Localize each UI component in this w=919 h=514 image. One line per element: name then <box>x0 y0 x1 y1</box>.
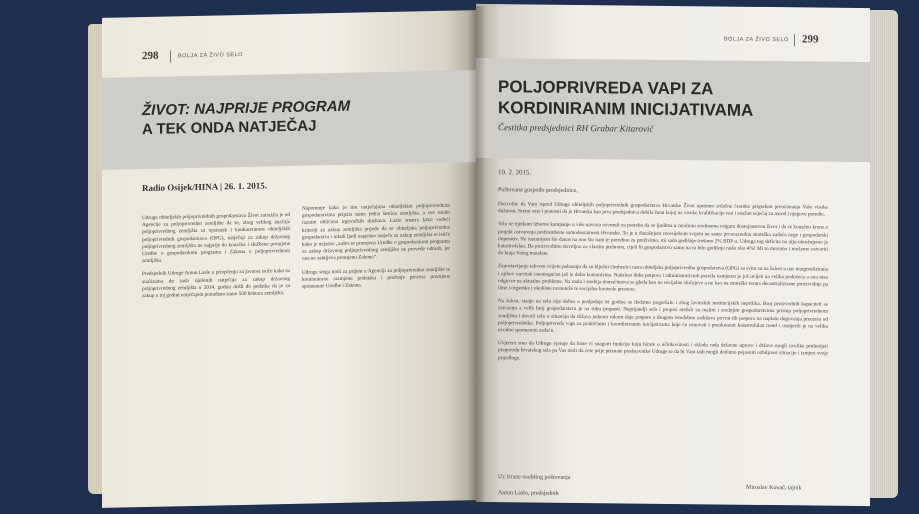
source-line: Radio Osijek/HINA | 26. 1. 2015. <box>142 180 267 194</box>
title-line-2: A TEK ONDA NATJEČAJ <box>142 117 317 139</box>
paragraph: Zapostavljanje takvom svijetu pokazuju da su ključni čimbenici rasta obiteljska poljoprivredna gospodarstva (OPG) sa svim su na žalost u nas marginalizirana i njihov razvitak onemogućen još iz doba komunizma. Nažalost doba potpora i administrativnih pravila usmjeren je još uvijek na velika poduzeća a ona nisu odgovor na aktualne probleme. Na mala i srednja domaćinstva se gleda kao na socijalne slučajeve a ne kao na strateški resurs decentralizirane proizvodnje pa time i organske i okolišne ravnoteže te socijalne kontrole prostora. <box>498 263 828 293</box>
text-column-2 <box>302 203 450 297</box>
signature-secretary: Miroslav Kovač, tajnik <box>746 484 802 492</box>
running-head: BOLJA ZA ŽIVO SELO <box>178 51 243 60</box>
paragraph: Udruga obiteljskih poljoprivrednih gospodarstava Život zatražila je od Agencije za poljoprivredno zemljište da se, zbog velikog značaja poljoprivrednog zemljišta za opstanak i konkurentnost obiteljskih poljoprivrednih gospodarstava (OPG), natječaji za zakup državnog poljoprivrednog zemljišta ne najprije do konačne i službene promjene Uredbe o gospodarskom programu i Zakona o poljoprivrednom zemljištu. <box>142 211 290 265</box>
text-column-1 <box>142 212 290 306</box>
running-head: BOLJA ZA ŽIVO SELO <box>724 36 789 44</box>
title-line-2: KORDINIRANIM INICIJATIVAMA <box>498 98 754 120</box>
right-page <box>476 4 870 506</box>
article-title <box>498 76 858 122</box>
title-line-1: ŽIVOT: NAJPRIJE PROGRAM <box>142 97 351 120</box>
article-subtitle: Čestitka predsjednici RH Grabar Kitarović <box>498 122 654 134</box>
title-line-1: POLJOPRIVREDA VAPI ZA <box>498 77 714 99</box>
letter-greeting: Poštovana gospođo predsjednice, <box>498 187 578 195</box>
letter-date: 19. 2. 2015. <box>498 168 532 177</box>
book-page-edges-left <box>88 24 102 494</box>
paragraph: Uvjereni smo da Udruge vjeruje da biste vi snagom funkcije koju birate u učinkovitosti i skladu rada državne uprave i države mogli uvelike pridonijeti preporodu hrvatskog sela pa Vas moli da ćete prije priznate predstavnike Udruge te da bi Vam tadi mogli dodatno pojasniti ozbiljnost situacije i izmjeri svoje prijedloge. <box>498 340 828 362</box>
paragraph: Udruga stoga moli za prijem u Agenciji za poljoprivredno zemljište te kontinuiranu razmjenu podataka i praćenje procesa promjena spomenute Uredbe i Zakona. <box>302 266 450 290</box>
left-page <box>102 10 476 508</box>
folio-separator <box>794 34 795 46</box>
paragraph: Na žalost, stanje na selu nije dobro a posljednje tri godine se dodatno pogoršalo i zbog lavinskih institucijskih neprilika. Broj proizvodnih kapaciteti se zatvaraju a velik broj gospodarstava je na rubu propasti. Neprijatelji sela i propisi otežali su malim i srednjim gospodarstvima pristup poljoprivrednom zemljištu i dovoli selo u situaciju da država jednom rukom daje potpore a drugom istodobno zadržava povrat tih potpora na naplatu dugovanja preuzeta od poljoprivrednika. Poljoprivreda vapi za praktičnim i koordiniranim inicijativama koje će osnovati i preokrenuti katastrofalan trend i usmjeriti je na veliku uvodno spomenutu zadaću. <box>498 298 828 334</box>
page-number: 298 <box>142 49 159 63</box>
book-gutter-shadow <box>468 6 486 506</box>
letter-body <box>498 201 828 371</box>
paragraph: Napominje kako je tim natječajima obiteljskim poljoprivrednim gospodarstvima pripala samo jedna šestina zemljišta, a sve ostalo raznim oblicima trgovačkih društava. Laslo smatra kako vodeći kriteriji za zakup zemljišta prijeđe da se obiteljska poljoprivredna gospodarstva i mladi ljudi uspješno natječu za zakup zemljišta te ističe kako je nejasno „zašto se promjena Uredbe o gospodarskom programu za zakup državnog poljoprivrednog zemljišta ne provede odmah, jer ona ne zahtijeva promjenu Zakona“. <box>302 202 450 263</box>
page-number: 299 <box>802 33 819 46</box>
article-title <box>142 95 442 139</box>
folio-separator <box>170 50 171 62</box>
paragraph: Dozvolite da Vam ispred Udruge obiteljskih poljoprivrednih gospodarstava Hrvatske Život uputimo srdačne čestitke prigodom preuzimanja Vaše visoke dužnosti. Sretni smo i ponosni da je Hrvatska kao prva predsjednica dobila ženu kojoj uz visoke kvalifikacije resi i snažan osjećaj za narod i njegove potrebe. <box>498 201 828 218</box>
letter-closing: Uz izraze osobitog poštovanja <box>498 474 571 481</box>
paragraph: Vrlo se rijetkom izborne kampanje u više navrata osvrnuli na potrebu da se ljudima u ruralnim sredinama osigura dostojanstven život i da se konačno krene u projekt ostvarenja prehrambene samodostatnosti Hrvatske. To je u današnjem recesijskom svijetu ne samo prvorazredna strateška zadaća nego i gospodarski imperativ. Ne razumijem što danas na ono što nam je potrebno za preživimo, mi sada godišnje trošimo 2% BDP-a. Udruga tog deficita na ulju okružujemo je katastrofalan. Da proizvodimo dovoljno za vlastitu prehranu, cijeli bi gospodarstvo samo na tu bilo godišnje raslo oko 4%! Mi to moramo i možemo ostvariti do kraja Vašeg mandata. <box>498 221 828 257</box>
signature-president: Antun Laslo, predsjednik <box>498 490 559 497</box>
paragraph: Predsjednik Udruge Antun Laslo u priopćenju za javnost ističe kako su analizama do sada riješenih natječaja za zakup državnog poljoprivrednog zemljišta u 2014. godini došli do podatka da je za zakup u toj godini natječajem ponuđeno samo 500 hektara zemljišta. <box>142 268 290 300</box>
